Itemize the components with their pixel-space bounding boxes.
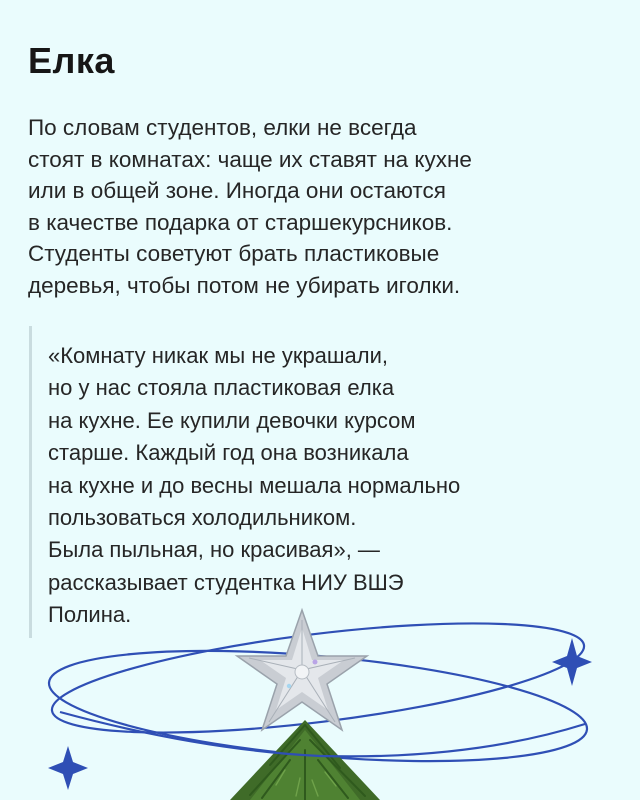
quote-line: Полина. <box>48 602 132 628</box>
quote-line: но у нас стояла пластиковая елка <box>48 375 395 401</box>
quote-line: рассказывает студентка НИУ ВШЭ <box>48 569 404 595</box>
page-title: Елка <box>28 40 115 81</box>
sparkle-icon <box>48 746 88 790</box>
quote-line: на кухне. Ее купили девочки курсом <box>48 407 416 433</box>
tree-star-illustration <box>0 600 640 800</box>
paragraph-line: деревья, чтобы потом не убирать иголки. <box>28 272 461 298</box>
student-quote <box>48 340 608 632</box>
paragraph-line: По словам студентов, елки не всегда <box>28 115 417 140</box>
quote-line: старше. Каждый год она возникала <box>48 440 409 466</box>
star-topper-icon <box>237 610 367 730</box>
quote-bar <box>29 326 32 638</box>
paragraph-line: в качестве подарка от старшекурсников. <box>28 209 453 235</box>
intro-paragraph <box>28 112 608 301</box>
quote-line: на кухне и до весны мешала нормально <box>48 472 461 498</box>
paragraph-line: Студенты советуют брать пластиковые <box>28 241 440 266</box>
sparkle-icon <box>552 638 592 686</box>
paragraph-line: или в общей зоне. Иногда они остаются <box>28 178 446 203</box>
paragraph-line: стоят в комнатах: чаще их ставят на кухне <box>28 146 472 172</box>
quote-line: «Комнату никак мы не украшали, <box>48 343 389 368</box>
quote-line: пользоваться холодильником. <box>48 505 357 531</box>
quote-line: Была пыльная, но красивая», — <box>48 537 380 563</box>
